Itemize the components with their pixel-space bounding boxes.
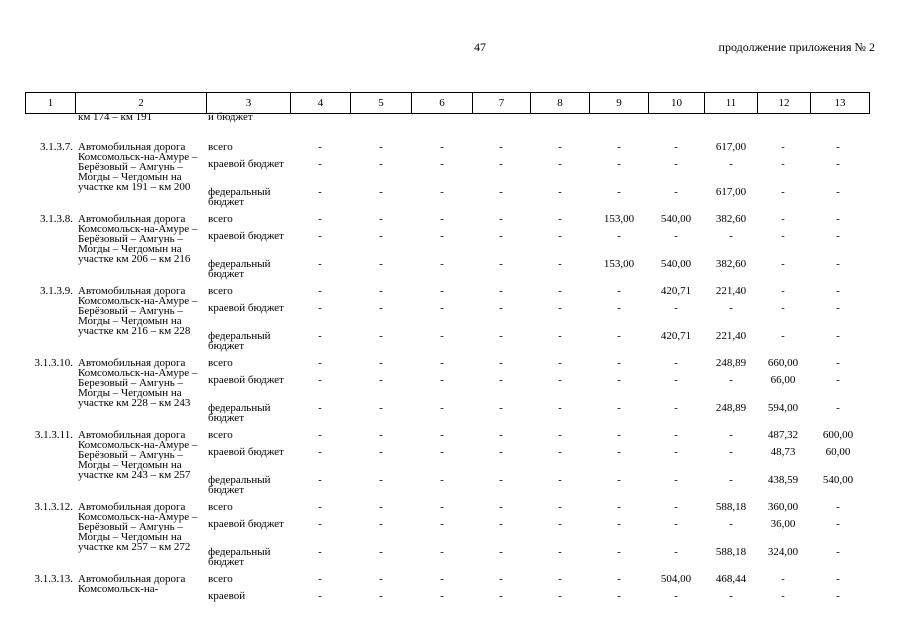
column-header: 12 — [758, 93, 811, 114]
value-cell: - — [674, 186, 678, 198]
value-cell: - — [674, 501, 678, 513]
value-cell: - — [440, 501, 444, 513]
value-cell: - — [781, 141, 785, 153]
value-cell: - — [836, 402, 840, 414]
value-cell: - — [781, 590, 785, 602]
value-cell: - — [558, 501, 562, 513]
value-cell: - — [836, 186, 840, 198]
value-cell: - — [836, 213, 840, 225]
column-header: 11 — [705, 93, 758, 114]
object-name: Автомобильная дорога Комсомольск-на- — [78, 573, 186, 595]
value-cell: - — [440, 357, 444, 369]
value-cell: - — [617, 590, 621, 602]
column-header: 6 — [412, 93, 473, 114]
value-cell: - — [440, 285, 444, 297]
page-number: 47 — [474, 40, 486, 54]
value-cell: - — [440, 590, 444, 602]
value-cell: - — [318, 501, 322, 513]
value-cell: - — [558, 330, 562, 342]
value-cell: - — [558, 302, 562, 314]
value-cell: - — [318, 429, 322, 441]
value-cell: - — [379, 573, 383, 585]
item-number: 3.1.3.7. — [40, 141, 73, 153]
column-number-row — [26, 93, 870, 114]
value-cell: - — [729, 302, 733, 314]
value-cell: - — [729, 446, 733, 458]
value-cell: - — [729, 518, 733, 530]
value-cell: - — [836, 258, 840, 270]
value-cell: 382,60 — [715, 213, 747, 225]
funding-type: краевой бюджет — [208, 518, 284, 530]
value-cell: 48,73 — [770, 446, 796, 458]
object-name: Автомобильная дорога Комсомольск-на-Амуре – Берёзовый – Амгунь – Могды – Чегдомын на участке км 257 – км 272 — [78, 501, 198, 553]
funding-type: краевой бюджет — [208, 446, 284, 458]
funding-type: всего — [208, 285, 233, 297]
value-cell: - — [440, 302, 444, 314]
value-cell: - — [379, 501, 383, 513]
value-cell: - — [379, 186, 383, 198]
table-row-group — [25, 498, 869, 570]
value-cell: 36,00 — [770, 518, 796, 530]
value-cell: - — [617, 474, 621, 486]
value-cell: - — [318, 302, 322, 314]
value-cell: 248,89 — [715, 402, 747, 414]
value-cell: - — [617, 330, 621, 342]
column-header: 1 — [26, 93, 76, 114]
value-cell: - — [379, 474, 383, 486]
value-cell: - — [379, 402, 383, 414]
value-cell: - — [318, 230, 322, 242]
value-cell: - — [379, 302, 383, 314]
value-cell: - — [674, 158, 678, 170]
value-cell: - — [318, 158, 322, 170]
value-cell: - — [318, 518, 322, 530]
value-cell: - — [318, 446, 322, 458]
funding-type: краевой — [208, 590, 246, 602]
value-cell: - — [379, 590, 383, 602]
value-cell: - — [617, 402, 621, 414]
value-cell: - — [318, 357, 322, 369]
funding-type: краевой бюджет — [208, 230, 284, 242]
value-cell: 468,44 — [715, 573, 747, 585]
value-cell: - — [781, 285, 785, 297]
value-cell: 360,00 — [767, 501, 799, 513]
value-cell: 487,32 — [767, 429, 799, 441]
value-cell: - — [617, 573, 621, 585]
value-cell: - — [781, 258, 785, 270]
value-cell: 540,00 — [660, 258, 692, 270]
value-cell: - — [318, 374, 322, 386]
object-name: Автомобильная дорога Комсомольск-на-Амуре – Берёзовый – Амгунь – Могды – Чегдомын на участке км 243 – км 257 — [78, 429, 198, 481]
value-cell: - — [318, 186, 322, 198]
value-cell: - — [379, 374, 383, 386]
funding-type: краевой бюджет — [208, 374, 284, 386]
value-cell: - — [499, 590, 503, 602]
value-cell: - — [499, 230, 503, 242]
funding-type: краевой бюджет — [208, 158, 284, 170]
value-cell: - — [674, 302, 678, 314]
value-cell: - — [440, 546, 444, 558]
value-cell: - — [318, 258, 322, 270]
funding-type: краевой бюджет — [208, 302, 284, 314]
value-cell: 588,18 — [715, 546, 747, 558]
value-cell: - — [318, 546, 322, 558]
value-cell: - — [674, 429, 678, 441]
column-header: 4 — [291, 93, 351, 114]
value-cell: - — [729, 230, 733, 242]
column-header: 3 — [207, 93, 291, 114]
column-header: 7 — [473, 93, 531, 114]
value-cell: - — [617, 186, 621, 198]
value-cell: 153,00 — [603, 258, 635, 270]
value-cell: - — [781, 230, 785, 242]
value-cell: - — [499, 141, 503, 153]
value-cell: - — [617, 429, 621, 441]
value-cell: - — [617, 230, 621, 242]
value-cell: - — [836, 230, 840, 242]
funding-type: всего — [208, 573, 233, 585]
value-cell: - — [558, 546, 562, 558]
value-cell: - — [318, 285, 322, 297]
value-cell: - — [617, 158, 621, 170]
value-cell: - — [440, 573, 444, 585]
item-number: 3.1.3.13. — [34, 573, 73, 585]
value-cell: - — [318, 141, 322, 153]
continuation-note: продолжение приложения № 2 — [718, 40, 875, 54]
object-name: Автомобильная дорога Комсомольск-на-Амуре – Берёзовый – Амгунь – Могды – Чегдомын на участке км 191 – км 200 — [78, 141, 198, 193]
value-cell: - — [674, 357, 678, 369]
value-cell: 153,00 — [603, 213, 635, 225]
value-cell: 594,00 — [767, 402, 799, 414]
value-cell: - — [781, 330, 785, 342]
value-cell: - — [729, 158, 733, 170]
column-header: 8 — [531, 93, 590, 114]
value-cell: - — [617, 285, 621, 297]
value-cell: - — [379, 446, 383, 458]
value-cell: 382,60 — [715, 258, 747, 270]
value-cell: - — [674, 141, 678, 153]
value-cell: - — [617, 141, 621, 153]
value-cell: - — [499, 302, 503, 314]
value-cell: - — [440, 429, 444, 441]
item-number: 3.1.3.8. — [40, 213, 73, 225]
value-cell: - — [499, 402, 503, 414]
value-cell: 617,00 — [715, 186, 747, 198]
value-cell: - — [379, 518, 383, 530]
value-cell: - — [440, 330, 444, 342]
value-cell: - — [836, 158, 840, 170]
value-cell: - — [836, 330, 840, 342]
value-cell: - — [781, 573, 785, 585]
column-header: 9 — [590, 93, 649, 114]
value-cell: - — [499, 285, 503, 297]
value-cell: 221,40 — [715, 330, 747, 342]
value-cell: - — [318, 213, 322, 225]
table-row-group — [25, 282, 869, 354]
value-cell: - — [318, 474, 322, 486]
value-cell: - — [379, 258, 383, 270]
table-row-group — [25, 354, 869, 426]
value-cell: - — [318, 330, 322, 342]
value-cell: - — [499, 546, 503, 558]
value-cell: - — [836, 302, 840, 314]
value-cell: - — [674, 590, 678, 602]
table-row-group — [25, 210, 869, 282]
value-cell: - — [836, 590, 840, 602]
value-cell: - — [558, 141, 562, 153]
column-header: 13 — [811, 93, 870, 114]
value-cell: 600,00 — [822, 429, 854, 441]
value-cell: - — [440, 258, 444, 270]
value-cell: - — [499, 429, 503, 441]
value-cell: - — [836, 546, 840, 558]
funding-type: всего — [208, 141, 233, 153]
funding-type: всего — [208, 429, 233, 441]
value-cell: - — [617, 302, 621, 314]
value-cell: - — [379, 230, 383, 242]
value-cell: - — [499, 186, 503, 198]
value-cell: - — [499, 213, 503, 225]
value-cell: - — [499, 374, 503, 386]
value-cell: - — [440, 446, 444, 458]
value-cell: - — [558, 429, 562, 441]
column-header: 10 — [649, 93, 705, 114]
value-cell: - — [558, 518, 562, 530]
value-cell: - — [499, 573, 503, 585]
value-cell: - — [674, 474, 678, 486]
value-cell: - — [440, 230, 444, 242]
value-cell: - — [558, 573, 562, 585]
value-cell: 60,00 — [825, 446, 851, 458]
funding-type: всего — [208, 357, 233, 369]
value-cell: - — [836, 141, 840, 153]
value-cell: - — [836, 357, 840, 369]
value-cell: 588,18 — [715, 501, 747, 513]
value-cell: - — [440, 518, 444, 530]
table-row-group — [25, 138, 869, 210]
column-header: 2 — [76, 93, 207, 114]
value-cell: 617,00 — [715, 141, 747, 153]
value-cell: 438,59 — [767, 474, 799, 486]
value-cell: - — [558, 474, 562, 486]
value-cell: - — [674, 402, 678, 414]
value-cell: - — [674, 374, 678, 386]
value-cell: - — [617, 446, 621, 458]
item-number: 3.1.3.10. — [34, 357, 73, 369]
funding-type: федеральный бюджет — [208, 330, 271, 352]
value-cell: - — [558, 285, 562, 297]
value-cell: - — [379, 141, 383, 153]
funding-type: й бюджет — [208, 111, 253, 123]
value-cell: - — [617, 501, 621, 513]
funding-type: федеральный бюджет — [208, 474, 271, 496]
item-number: 3.1.3.12. — [34, 501, 73, 513]
table-row-group — [25, 426, 869, 498]
value-cell: - — [379, 330, 383, 342]
value-cell: - — [499, 357, 503, 369]
value-cell: - — [674, 546, 678, 558]
value-cell: - — [781, 158, 785, 170]
value-cell: - — [674, 446, 678, 458]
value-cell: 221,40 — [715, 285, 747, 297]
value-cell: - — [440, 186, 444, 198]
value-cell: - — [617, 518, 621, 530]
value-cell: 660,00 — [767, 357, 799, 369]
funding-type: федеральный бюджет — [208, 258, 271, 280]
value-cell: - — [836, 285, 840, 297]
object-name: км 174 – км 191 — [78, 111, 153, 123]
value-cell: - — [499, 474, 503, 486]
value-cell: - — [558, 446, 562, 458]
value-cell: - — [558, 158, 562, 170]
column-header: 5 — [351, 93, 412, 114]
value-cell: 420,71 — [660, 285, 692, 297]
value-cell: - — [318, 573, 322, 585]
value-cell: - — [617, 546, 621, 558]
value-cell: - — [379, 285, 383, 297]
item-number: 3.1.3.11. — [34, 429, 73, 441]
value-cell: - — [558, 230, 562, 242]
value-cell: - — [499, 258, 503, 270]
value-cell: - — [836, 573, 840, 585]
value-cell: - — [558, 357, 562, 369]
value-cell: - — [617, 357, 621, 369]
object-name: Автомобильная дорога Комсомольск-на-Амуре – Березовый – Амгунь – Могды – Чегдомын на участке км 228 – км 243 — [78, 357, 198, 409]
value-cell: - — [558, 402, 562, 414]
value-cell: 324,00 — [767, 546, 799, 558]
value-cell: - — [558, 186, 562, 198]
value-cell: - — [729, 429, 733, 441]
value-cell: - — [729, 474, 733, 486]
value-cell: - — [729, 374, 733, 386]
value-cell: - — [379, 429, 383, 441]
value-cell: - — [499, 330, 503, 342]
value-cell: - — [379, 357, 383, 369]
table-body — [25, 112, 869, 610]
object-name: Автомобильная дорога Комсомольск-на-Амуре – Берёзовый – Амгунь – Могды – Чегдомын на участке км 206 – км 216 — [78, 213, 198, 265]
value-cell: - — [440, 402, 444, 414]
funding-type: федеральный бюджет — [208, 402, 271, 424]
value-cell: - — [318, 402, 322, 414]
object-name: Автомобильная дорога Комсомольск-на-Амуре – Берёзовый – Амгунь – Могды – Чегдомын на участке км 216 – км 228 — [78, 285, 198, 337]
value-cell: - — [781, 302, 785, 314]
value-cell: - — [499, 158, 503, 170]
value-cell: - — [836, 518, 840, 530]
value-cell: - — [558, 213, 562, 225]
value-cell: - — [781, 213, 785, 225]
value-cell: 540,00 — [660, 213, 692, 225]
value-cell: - — [836, 501, 840, 513]
value-cell: - — [558, 258, 562, 270]
funding-type: федеральный бюджет — [208, 546, 271, 568]
value-cell: - — [729, 590, 733, 602]
value-cell: - — [379, 213, 383, 225]
value-cell: - — [558, 374, 562, 386]
value-cell: - — [440, 374, 444, 386]
value-cell: - — [440, 213, 444, 225]
value-cell: - — [674, 230, 678, 242]
table-row-group — [25, 570, 869, 610]
continued-row — [25, 112, 869, 138]
value-cell: 540,00 — [822, 474, 854, 486]
funding-type: федеральный бюджет — [208, 186, 271, 208]
value-cell: - — [379, 546, 383, 558]
value-cell: 504,00 — [660, 573, 692, 585]
value-cell: 248,89 — [715, 357, 747, 369]
value-cell: - — [379, 158, 383, 170]
value-cell: - — [617, 374, 621, 386]
value-cell: 420,71 — [660, 330, 692, 342]
value-cell: - — [499, 501, 503, 513]
funding-type: всего — [208, 213, 233, 225]
value-cell: - — [440, 474, 444, 486]
value-cell: - — [836, 374, 840, 386]
item-number: 3.1.3.9. — [40, 285, 73, 297]
value-cell: - — [558, 590, 562, 602]
value-cell: - — [781, 186, 785, 198]
funding-type: всего — [208, 501, 233, 513]
value-cell: - — [440, 158, 444, 170]
value-cell: - — [674, 518, 678, 530]
value-cell: - — [318, 590, 322, 602]
value-cell: 66,00 — [770, 374, 796, 386]
value-cell: - — [440, 141, 444, 153]
value-cell: - — [499, 518, 503, 530]
value-cell: - — [499, 446, 503, 458]
